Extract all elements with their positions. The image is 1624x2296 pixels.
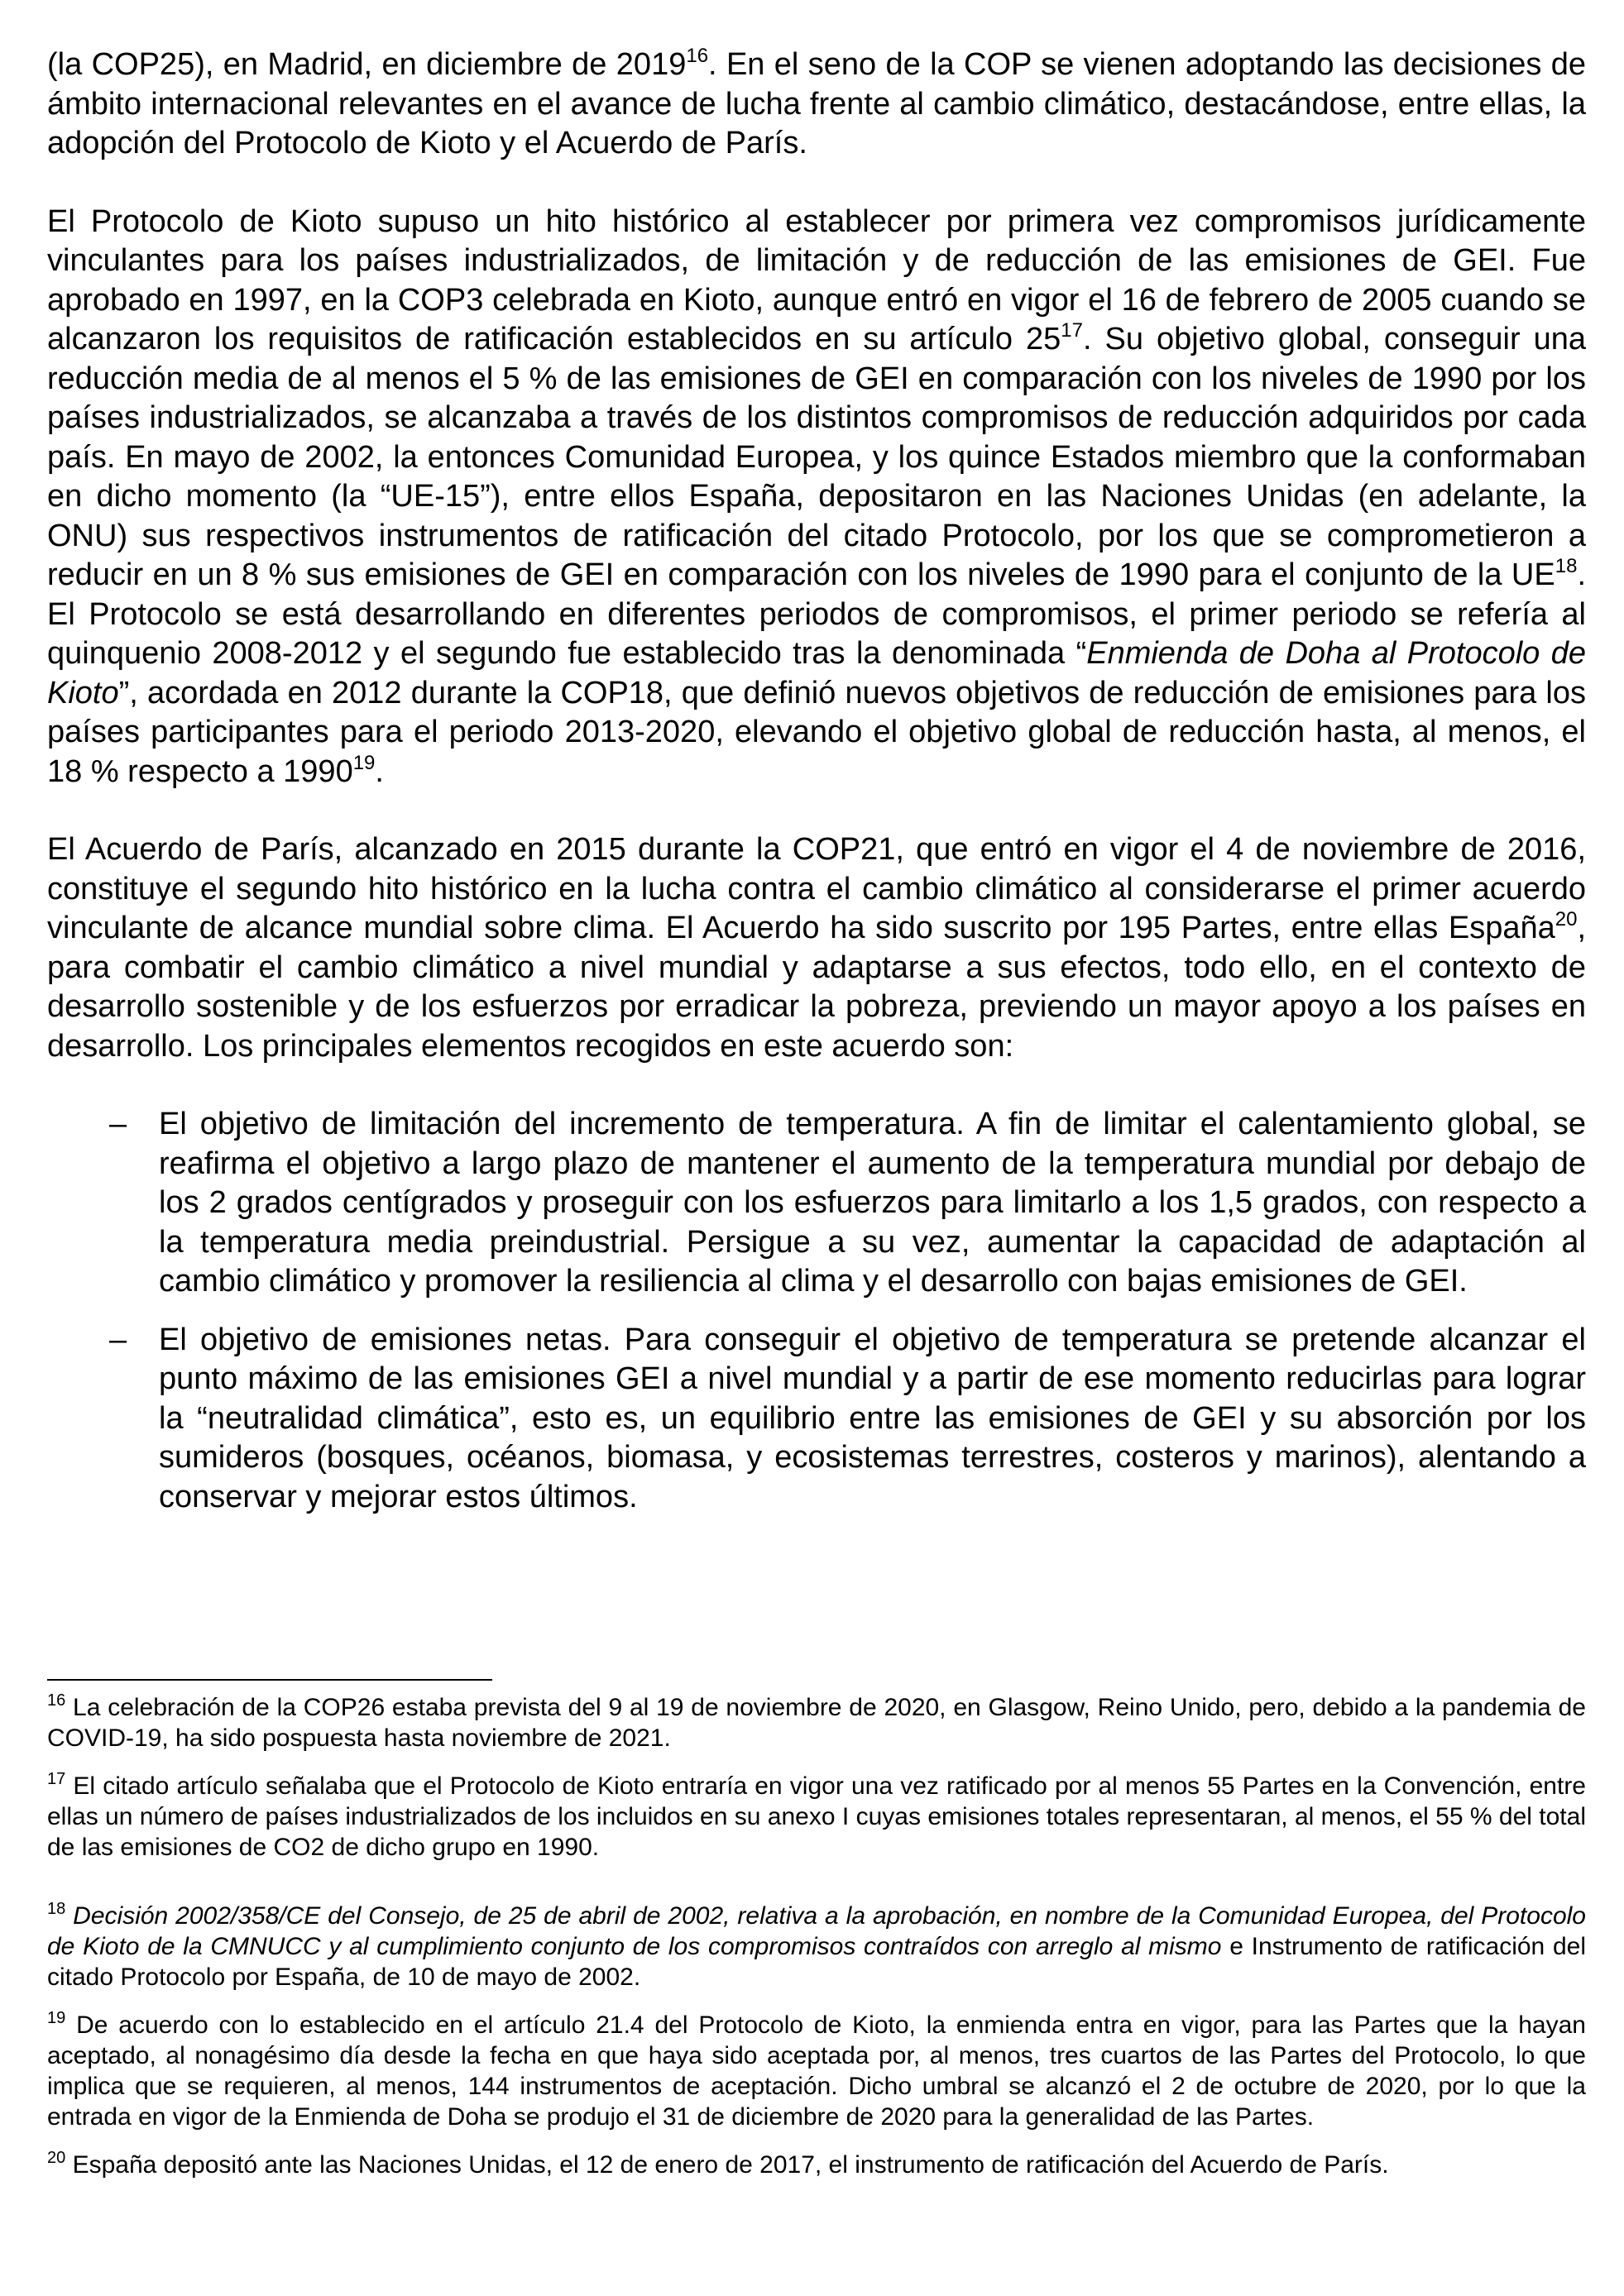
footnote-separator [47,1679,492,1681]
footnote-18: $^{18}$ Decisión 2002/358/CE del Consejo, de 25 de abril de 2002, relativa a la aprobación, en nombre de la Comunidad Europea, del Protocolo de Kioto de la CMNUCC y al cumplimiento conjunto de los compromisos contraídos con arreglo al mismo e Instrumento de ratificación del citado Protocolo por España, de 10 de mayo de 2002. [47,1900,1586,1991]
document-body [47,45,1586,1517]
footnote-ref-18[interactable]: 18 [1555,555,1578,577]
paragraph-paris-agreement: El Acuerdo de París, alcanzado en 2015 durante la COP21, que entró en vigor el 4 de noviembre de 2016, constituye el segundo hito histórico en la lucha contra el cambio climático al considerarse el primer acuerdo vinculante de alcance mundial sobre clima. El Acuerdo ha sido suscrito por 195 Partes, entre ellas España$^{20}$, para combatir el cambio climático a nivel mundial y adaptarse a sus efectos, todo ello, en el contexto de desarrollo sostenible y de los esfuerzos por erradicar la pobreza, previendo un mayor apoyo a los países en desarrollo. Los principales elementos recogidos en este acuerdo son: [47,832,1586,1064]
paragraph-kyoto-protocol: El Protocolo de Kioto supuso un hito histórico al establecer por primera vez compromisos jurídicamente vinculantes para los países industrializados, de limitación y de reducción de las emisiones de GEI. Fue aprobado en 1997, en la COP3 celebrada en Kioto, aunque entró en vigor el 16 de febrero de 2005 cuando se alcanzaron los requisitos de ratificación establecidos en su artículo $25^{17}$. Su objetivo global, conseguir una reducción media de al menos el 5 % de las emisiones de GEI en comparación con los niveles de 1990 por los países industrializados, se alcanzaba a través de los distintos compromisos de reducción adquiridos por cada país. En mayo de 2002, la entonces Comunidad Europea, y los quince Estados miembro que la conformaban en dicho momento (la “UE-15”), entre ellos España, depositaron en las Naciones Unidas (en adelante, la ONU) sus respectivos instrumentos de ratificación del citado Protocolo, por los que se comprometieron a reducir en un 8 % sus emisiones de GEI en comparación con los niveles de 1990 para el conjunto de la UE$^{18}$. El Protocolo se está desarrollando en diferentes periodos de compromisos, el primer periodo se refería al quinquenio 2008-2012 y el segundo fue establecido tras la denominada “Enmienda de Doha al Protocolo de Kioto”, acordada en 2012 durante la COP18, que definió nuevos objetivos de reducción de emisiones para los países participantes para el periodo 2013-2020, elevando el objetivo global de reducción hasta, al menos, el 18 % respecto a 1990$^{19}$. [47,203,1587,789]
list-item: – El objetivo de limitación del incremento de temperatura. A fin de limitar el calentamiento global, se reafirma el objetivo a largo plazo de mantener el aumento de la temperatura mundial por debajo de los 2 grados centígrados y proseguir con los esfuerzos para limitarlo a los 1,5 grados, con respecto a la temperatura media preindustrial. Persigue a su vez, aumentar la capacidad de adaptación al cambio climático y promover la resiliencia al clima y el desarrollo con bajas emisiones de GEI. [109,1107,1586,1299]
footnote-19: $^{19}$ De acuerdo con lo establecido en el artículo 21.4 del Protocolo de Kioto, la enmienda entra en vigor, para las Partes que la hayan aceptado, al nonagésimo día desde la fecha en que haya sido aceptada por, al menos, tres cuartos de las Partes del Protocolo, lo que implica que se requieren, al menos, 144 instrumentos de aceptación. Dicho umbral se alcanzó el 2 de octubre de 2020, por lo que la entrada en vigor de la Enmienda de Doha se produjo el 31 de diciembre de 2020 para la generalidad de las Partes. [47,2009,1586,2131]
footnote-ref-20[interactable]: 20 [1555,908,1578,930]
dash-bullet-icon: – [109,1322,127,1357]
footnote-20: $^{20}$ España depositó ante las Naciones Unidas, el 12 de enero de 2017, el instrumento de ratificación del Acuerdo de París. [47,2149,1389,2179]
doha-amendment-title: Enmienda de Doha al Protocolo de Kioto [47,636,1587,710]
footnote-16: $^{16}$ La celebración de la COP26 estaba prevista del 9 al 19 de noviembre de 2020, en Glasgow, Reino Unido, pero, debido a la pandemia de COVID-19, ha sido pospuesta hasta noviembre de 2021. [47,1691,1586,1752]
list-item: – El objetivo de emisiones netas. Para conseguir el objetivo de temperatura se pretende alcanzar el punto máximo de las emisiones GEI a nivel mundial y a partir de ese momento reducirlas para lograr la “neutralidad climática”, esto es, un equilibrio entre las emisiones de GEI y su absorción por los sumideros (bosques, océanos, biomasa, y ecosistemas terrestres, costeros y marinos), alentando a conservar y mejorar estos últimos. [109,1322,1586,1514]
dash-bullet-icon: – [109,1107,127,1141]
footnote-ref-16[interactable]: 16 [686,45,709,67]
paragraph-cop25: (la COP25), en Madrid, en diciembre de 2019$^{16}$. En el seno de la COP se vienen adoptando las decisiones de ámbito internacional relevantes en el avance de lucha frente al cambio climático, destacándose, entre ellas, la adopción del Protocolo de Kioto y el Acuerdo de París. [47,45,1586,160]
footnote-ref-19[interactable]: 19 [352,751,376,774]
footnote-17: $^{17}$ El citado artículo señalaba que el Protocolo de Kioto entraría en vigor una vez ratificado por al menos 55 Partes en la Convención, entre ellas un número de países industrializados de los incluidos en su anexo I cuyas emisiones totales representaran, al menos, el 55 % del total de las emisiones de CO2 de dicho grupo en 1990. [47,1770,1586,1861]
footnotes [47,1692,1586,2180]
footnote-ref-17[interactable]: 17 [1061,319,1083,342]
paris-elements-list [47,1105,1586,1517]
